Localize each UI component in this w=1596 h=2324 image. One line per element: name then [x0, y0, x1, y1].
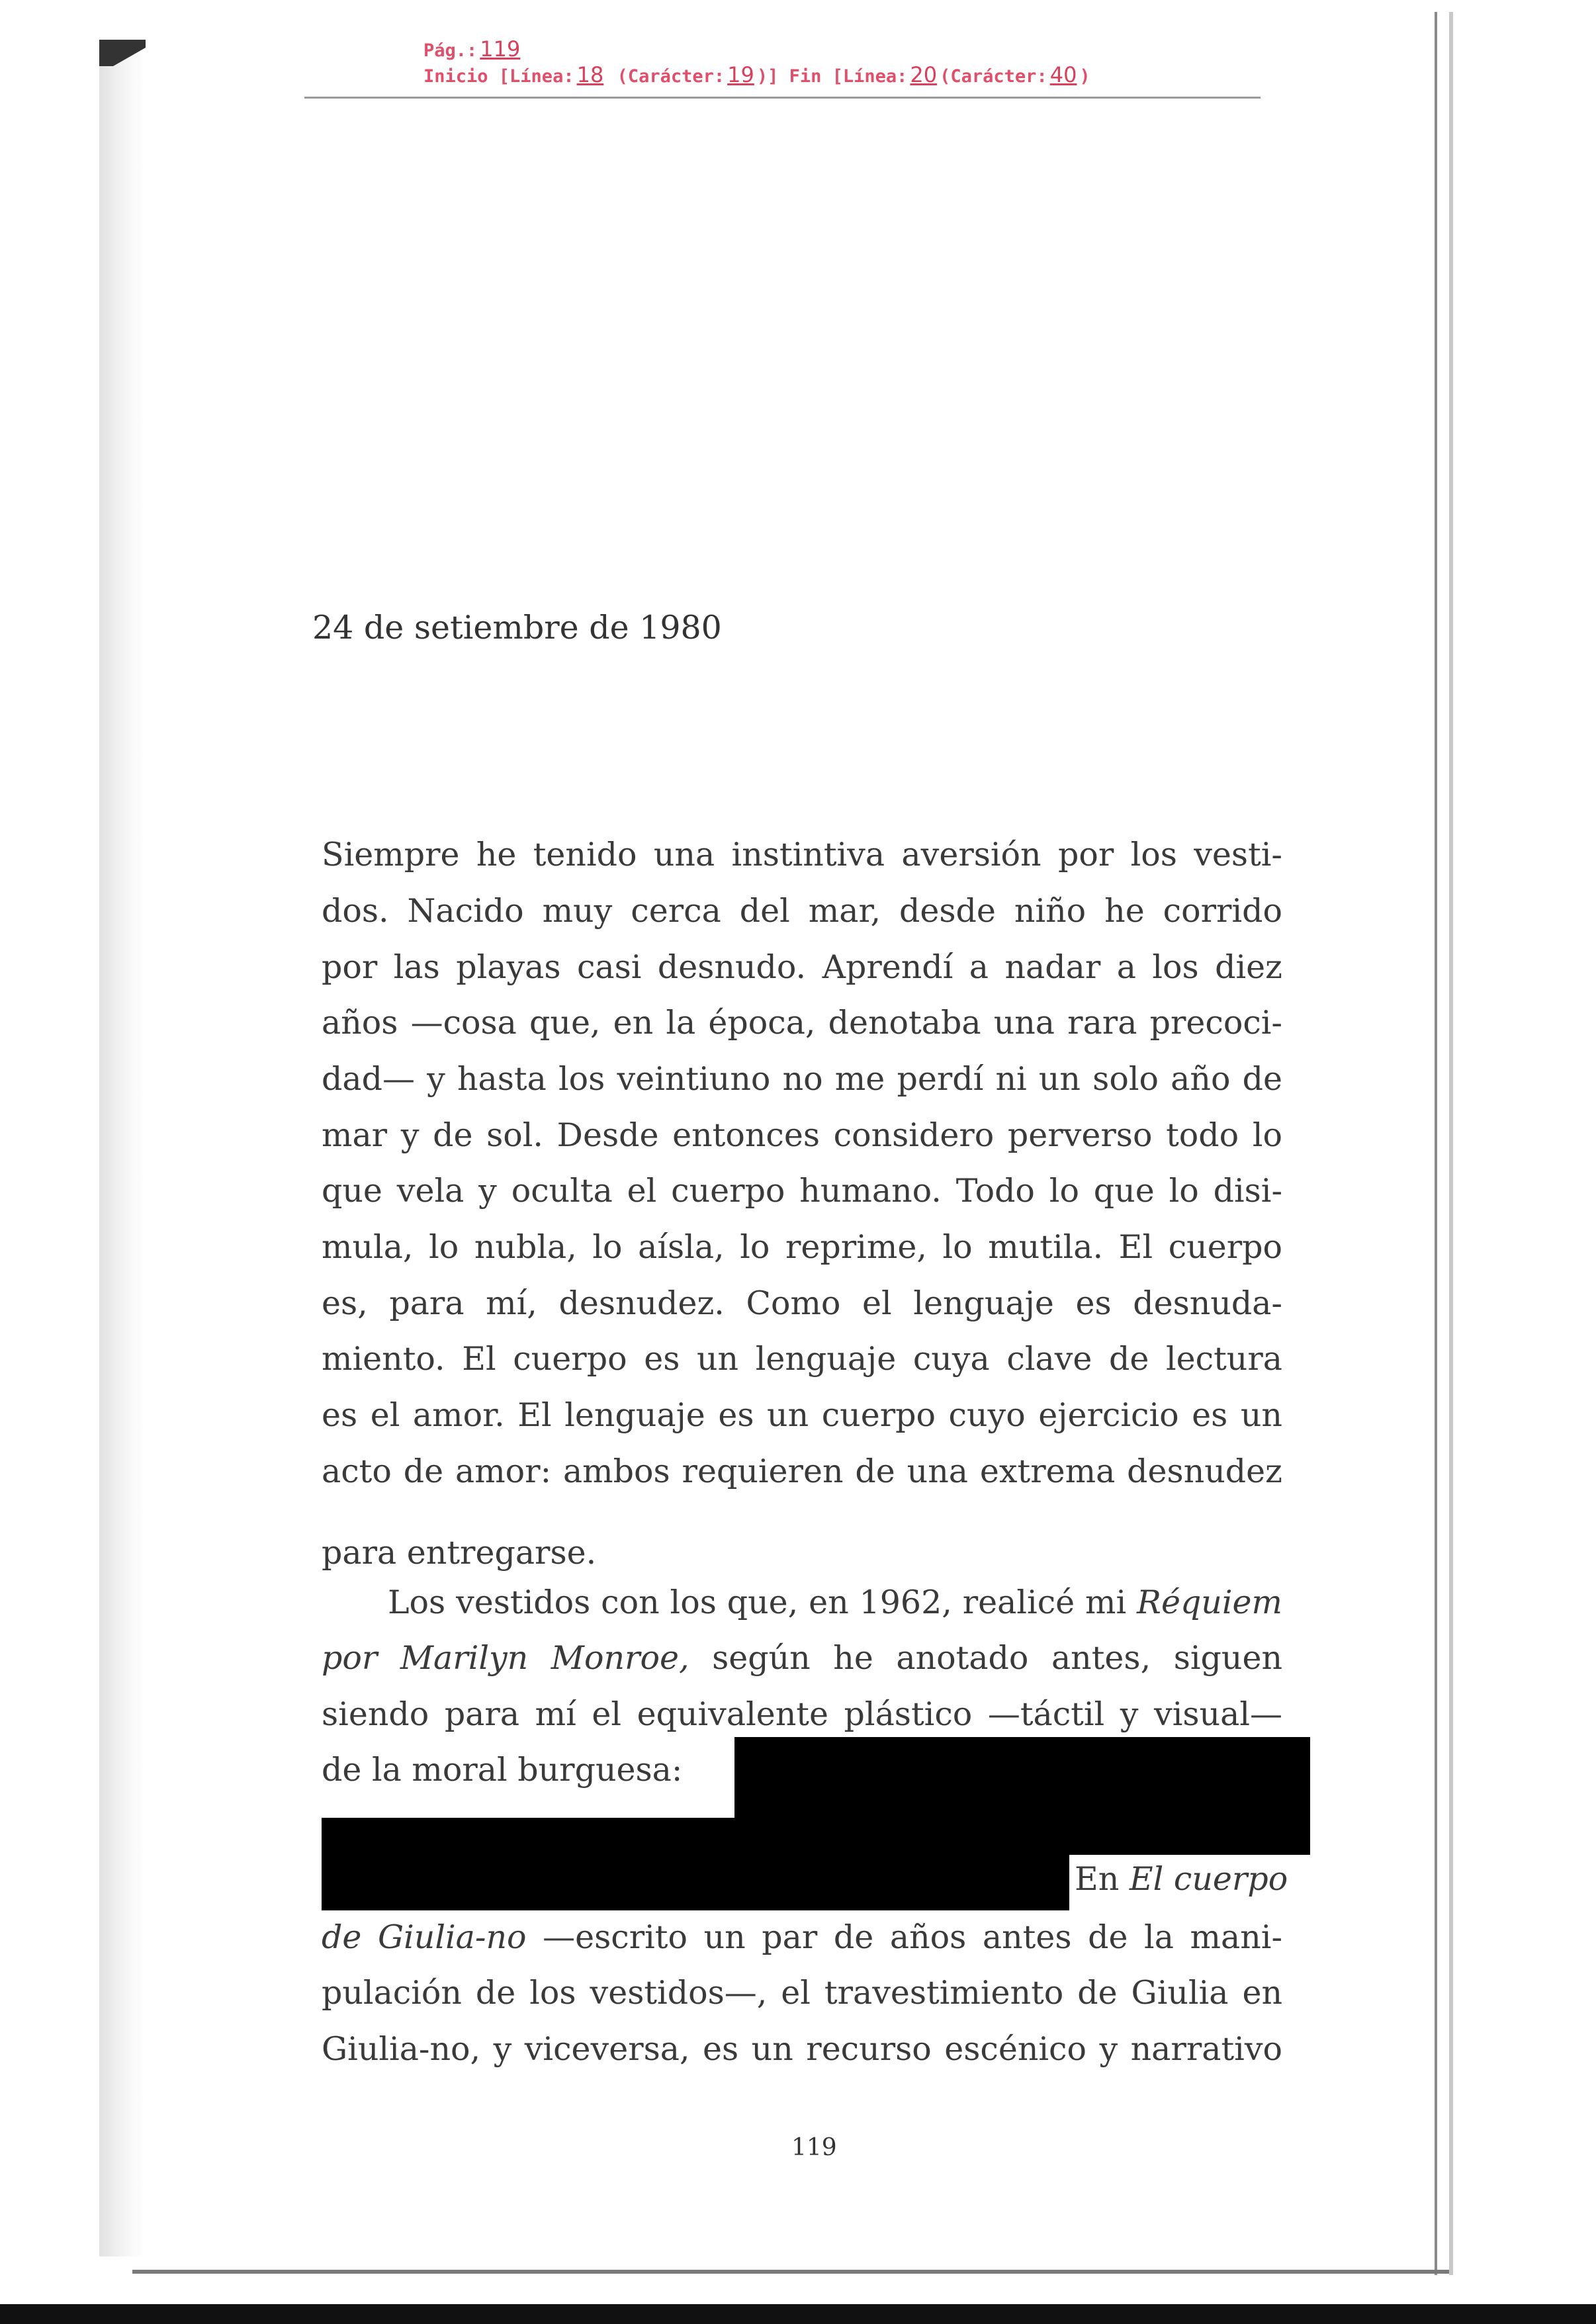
text-line: de la moral burguesa:: [322, 1751, 683, 1789]
italic-title: de Giulia-no: [322, 1918, 527, 1956]
text-line: es el amor. El lenguaje es un cuerpo cuyo ejercicio es un: [322, 1396, 1282, 1434]
stamp-end-line: 20: [910, 62, 938, 87]
stamp-start-line: 18: [576, 62, 604, 87]
redaction-block: [322, 1818, 1069, 1910]
text-line: que vela y oculta el cuerpo humano. Todo lo que lo disi-: [322, 1172, 1282, 1210]
page-edge-bottom: [132, 2270, 1449, 2274]
scan-shadow-left: [99, 53, 146, 2257]
stamp-suffix: ): [1079, 66, 1090, 87]
header-rule: [304, 97, 1261, 99]
text-run: Los vestidos con los que, en 1962, realicé mi: [388, 1584, 1137, 1621]
text-line: [322, 1638, 1282, 1678]
text-line: acto de amor: ambos requieren de una extrema desnudez: [322, 1452, 1282, 1490]
italic-title: El cuerpo: [1129, 1860, 1288, 1898]
text-line: pulación de los vestidos—, el travestimiento de Giulia en: [322, 1974, 1282, 2012]
text-line: Siempre he tenido una instintiva aversión por los vesti-: [322, 836, 1282, 873]
page-edge-right: [1435, 12, 1437, 2275]
stamp-page-value: 119: [480, 36, 521, 62]
italic-title: por Marilyn Monroe,: [322, 1639, 689, 1677]
scan-bottom-bar: [0, 2304, 1596, 2324]
stamp-page-line: [423, 37, 1090, 63]
italic-title: Réquiem: [1137, 1584, 1282, 1621]
stamp-page-label: Pág.:: [423, 40, 478, 61]
text-line: por las playas casi desnudo. Aprendí a nadar a los diez: [322, 948, 1282, 986]
text-line: [388, 1583, 1282, 1623]
text-line: mar y de sol. Desde entonces considero perverso todo lo: [322, 1116, 1282, 1154]
text-line: [1075, 1859, 1286, 1899]
text-line: es, para mí, desnudez. Como el lenguaje es desnuda-: [322, 1284, 1282, 1322]
text-run: En: [1075, 1860, 1130, 1898]
entry-date: 24 de setiembre de 1980: [312, 609, 722, 647]
text-run: según he anotado antes, siguen: [689, 1639, 1283, 1677]
text-line: dos. Nacido muy cerca del mar, desde niño he corrido: [322, 892, 1282, 930]
reference-stamp: [423, 37, 1090, 89]
stamp-end-label: )] Fin [Línea:: [756, 66, 908, 87]
page-edge-right-outer: [1449, 12, 1453, 2275]
text-line: miento. El cuerpo es un lenguaje cuya clave de lectura: [322, 1340, 1282, 1378]
text-line: [322, 1918, 1282, 1957]
stamp-end-char-label: (Carácter:: [940, 66, 1047, 87]
text-run: —escrito un par de años antes de la mani-: [526, 1918, 1283, 1956]
text-line: Giulia-no, y viceversa, es un recurso escénico y narrativo: [322, 2030, 1282, 2068]
stamp-end-char: 40: [1049, 62, 1077, 87]
stamp-start-char-label: (Carácter:: [617, 66, 725, 87]
text-line: años —cosa que, en la época, denotaba una rara precoci-: [322, 1004, 1282, 1042]
text-line: mula, lo nubla, lo aísla, lo reprime, lo mutila. El cuerpo: [322, 1228, 1282, 1266]
stamp-start-char: 19: [727, 62, 754, 87]
stamp-range-line: [423, 63, 1090, 89]
text-line: siendo para mí el equivalente plástico —táctil y visual—: [322, 1695, 1282, 1733]
page-number: 119: [791, 2134, 837, 2161]
text-line: dad— y hasta los veintiuno no me perdí ni un solo año de: [322, 1060, 1282, 1098]
stamp-start-label: Inicio [Línea:: [423, 66, 574, 87]
text-line: para entregarse.: [322, 1534, 597, 1572]
